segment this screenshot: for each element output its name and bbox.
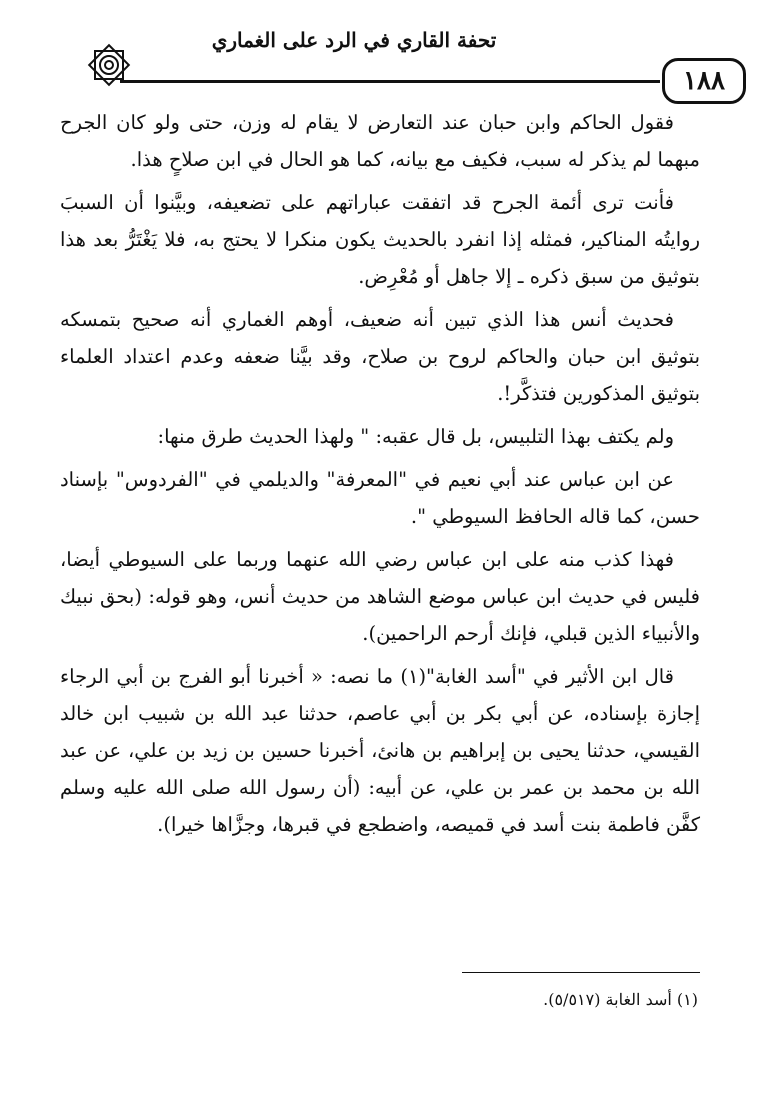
footnote: (١) أسد الغابة (٥/٥١٧). [543,990,698,1009]
footnote-separator [462,972,700,973]
paragraph: فحديث أنس هذا الذي تبين أنه ضعيف، أوهم الغماري أنه صحيح بتمسكه بتوثيق ابن حبان والحاكم لروح بن صلاح، وقد بيَّنا ضعفه وعدم اعتداد العلماء بتوثيق المذكورين فتذكَّر!. [60,308,700,405]
paragraph: فأنت ترى أئمة الجرح قد اتفقت عباراتهم على تضعيفه، وبيَّنوا أن السببَ روايتُه المناكير، فمثله إذا انفرد بالحديث يكون منكرا لا يحتج به، فلا يَغْتَرُّ بعد هذا بتوثيق من سبق ذكره ـ إلا جاهل أو مُعْرِض. [60,191,700,288]
paragraph: ولم يكتف بهذا التلبيس، بل قال عقبه: " ولهذا الحديث طرق منها: [157,425,674,448]
paragraph: فقول الحاكم وابن حبان عند التعارض لا يقام له وزن، حتى ولو كان الجرح مبهما لم يذكر له سبب، فكيف مع بيانه، كما هو الحال في ابن صلاحٍ هذا. [60,111,700,171]
page-number: ١٨٨ [662,58,746,104]
paragraph: فهذا كذب منه على ابن عباس رضي الله عنهما وربما على السيوطي أيضا، فليس في حديث ابن عباس موضع الشاهد من حديث أنس، وهو قوله: (بحق نبيك والأنبياء الذين قبلي، فإنك أرحم الراحمين). [60,548,700,645]
paragraph: عن ابن عباس عند أبي نعيم في "المعرفة" والديلمي في "الفردوس" بإسناد حسن، كما قاله الحافظ السيوطي ". [60,468,700,528]
header-rule [120,80,660,83]
paragraph: قال ابن الأثير في "أسد الغابة"(١) ما نصه: « أخبرنا أبو الفرج بن أبي الرجاء إجازة بإسناده، عن أبي بكر بن أبي عاصم، حدثنا عبد الله بن شبيب ابن خالد القيسي، حدثنا يحيى بن إبراهيم بن هانئ، أخبرنا حسين بن زيد بن علي، عن عبد الله بن محمد بن عمر بن علي، عن أبيه: (أن رسول الله صلى الله عليه وسلم كفَّن فاطمة بنت أسد في قميصه، واضطجع في قبرها، وجزَّاها خيرا). [60,665,700,836]
page-header [40,12,730,96]
running-title: تحفة القاري في الرد على الغماري [211,28,497,52]
body-text [60,104,700,849]
